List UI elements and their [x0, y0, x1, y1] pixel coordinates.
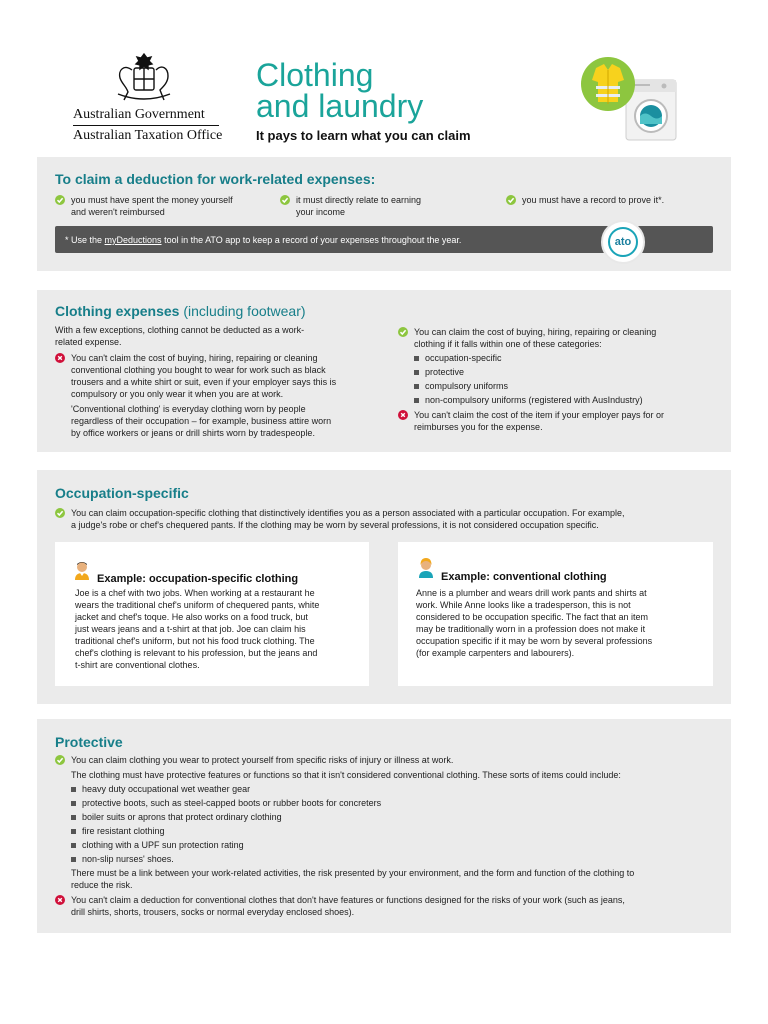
protective-item: non-slip nurses' shoes.	[82, 854, 174, 864]
protective-link-line-2: reduce the risk.	[71, 880, 133, 890]
protective-intro: The clothing must have protective features or functions so that it isn't considered conventional clothing. These sorts of items could include:	[71, 770, 621, 780]
bullet-square-icon	[414, 370, 419, 375]
bullet-square-icon	[414, 384, 419, 389]
cross-icon	[55, 353, 65, 363]
clothing-heading-main: Clothing expenses	[55, 303, 180, 319]
clothing-intro-line-1: With a few exceptions, clothing cannot be deducted as a work-	[55, 325, 305, 335]
protective-cant-line-2: drill shirts, shorts, trousers, socks or normal everyday enclosed shoes).	[71, 907, 355, 917]
requirement-3: you must have a record to prove it*.	[522, 195, 665, 205]
example-occupation-line: Joe is a chef with two jobs. When working at a restaurant he	[75, 588, 315, 598]
example-occupation-line: just wears jeans and a t-shirt at that job. Joe can claim his	[75, 624, 306, 634]
example-occupation-line: chef's clothing is relevant to his profession, but the jeans and	[75, 648, 318, 658]
example-conventional-line: considered to be occupation specific. The fact that an item	[416, 612, 648, 622]
example-occupation-title: Example: occupation-specific clothing	[97, 573, 299, 585]
cant-claim-line-4: compulsory or you only wear it when you are at work.	[71, 389, 284, 399]
protective-heading: Protective	[55, 734, 123, 750]
plumber-avatar-icon	[416, 558, 436, 578]
mydeductions-link[interactable]: myDeductions	[104, 235, 162, 245]
protective-panel	[37, 719, 731, 933]
bullet-square-icon	[71, 815, 76, 820]
cross-icon	[398, 410, 408, 420]
cant-claim-line-3: trousers and a white shirt or suit, even if your employer says this is	[71, 377, 337, 387]
clothing-heading-note: (including footwear)	[183, 303, 306, 319]
example-occupation-line: jacket and chef's toque. He also works on a food truck, but	[75, 612, 308, 622]
check-icon	[55, 755, 65, 765]
note-suffix: tool in the ATO app to keep a record of your expenses throughout the year.	[161, 235, 462, 245]
protective-item: boiler suits or aprons that protect ordinary clothing	[82, 812, 282, 822]
bullet-square-icon	[71, 801, 76, 806]
bullet-square-icon	[71, 787, 76, 792]
coat-of-arms-icon	[108, 48, 180, 104]
conventional-definition-line-3: by office workers or jeans or drill shirts worn by tradespeople.	[71, 428, 315, 438]
header-divider	[73, 125, 219, 126]
check-icon	[280, 195, 290, 205]
hi-vis-vest-washing-machine-icon	[578, 56, 680, 142]
can-claim-line-1: You can claim the cost of buying, hiring, repairing or cleaning	[414, 327, 657, 337]
check-icon	[506, 195, 516, 205]
protective-can-claim: You can claim clothing you wear to protect yourself from specific risks of injury or illness at work.	[71, 755, 454, 765]
can-claim-line-2: clothing if it falls within one of these categories:	[414, 339, 602, 349]
protective-item: fire resistant clothing	[82, 826, 165, 836]
chef-avatar-icon	[72, 560, 92, 580]
government-name: Australian Government	[73, 107, 205, 122]
ato-logo-text: ato	[608, 227, 638, 257]
example-card-occupation	[55, 542, 369, 686]
example-card-conventional	[398, 542, 713, 686]
agency-name: Australian Taxation Office	[73, 128, 223, 143]
requirement-1-line-1: you must have spent the money yourself	[71, 195, 233, 205]
cant-claim-line-2: conventional clothing you bought to wear for work such as black	[71, 365, 326, 375]
example-conventional-title: Example: conventional clothing	[441, 571, 607, 583]
requirement-1-line-2: and weren't reimbursed	[71, 207, 165, 217]
protective-item: clothing with a UPF sun protection rating	[82, 840, 244, 850]
requirement-2-line-2: your income	[296, 207, 346, 217]
ato-app-logo	[601, 220, 645, 264]
bullet-square-icon	[71, 857, 76, 862]
conventional-definition-line-1: 'Conventional clothing' is everyday clothing worn by people	[71, 404, 306, 414]
page-title	[256, 57, 424, 124]
example-conventional-line: work. While Anne looks like a tradesperson, this is not	[416, 600, 631, 610]
bullet-square-icon	[414, 398, 419, 403]
check-icon	[398, 327, 408, 337]
example-occupation-line: traditional chef's uniform, but not his food truck clothing. The	[75, 636, 315, 646]
title-line-2: and laundry	[256, 88, 424, 124]
clothing-expenses-panel	[37, 290, 731, 452]
bullet-square-icon	[71, 829, 76, 834]
protective-link-line-1: There must be a link between your work-related activities, the risk presented by your environment, and the form and function of the clothing to	[71, 868, 635, 878]
title-line-1: Clothing	[256, 57, 374, 93]
cant-claim-reimbursed-line-2: reimburses you for the expense.	[414, 422, 543, 432]
check-icon	[55, 195, 65, 205]
example-conventional-line: (for example carpenters and labourers).	[416, 648, 575, 658]
occupation-specific-panel	[37, 470, 731, 704]
conventional-definition-line-2: regardless of their occupation – for example, business attire worn	[71, 416, 332, 426]
note-prefix: * Use the	[65, 235, 105, 245]
protective-item: protective boots, such as steel-capped boots or rubber boots for concreters	[82, 798, 382, 808]
clothing-heading	[55, 303, 306, 319]
protective-cant-line-1: You can't claim a deduction for conventional clothes that don't have features or functions designed for the risks of your work (such as jeans,	[71, 895, 625, 905]
category-item: protective	[425, 367, 465, 377]
bullet-square-icon	[414, 356, 419, 361]
category-item: occupation-specific	[425, 353, 502, 363]
page-subtitle: It pays to learn what you can claim	[256, 128, 471, 143]
claim-requirements-panel	[37, 157, 731, 271]
protective-item: heavy duty occupational wet weather gear	[82, 784, 251, 794]
category-item: compulsory uniforms	[425, 381, 509, 391]
claim-heading: To claim a deduction for work-related expenses:	[55, 171, 376, 187]
cant-claim-line-1: You can't claim the cost of buying, hiring, repairing or cleaning	[71, 353, 318, 363]
cross-icon	[55, 895, 65, 905]
example-conventional-line: occupation specific if it may be worn by several professions	[416, 636, 653, 646]
occupation-text-line-2: a judge's robe or chef's chequered pants. If the clothing may be worn by several professions, it is not considered occupation specific.	[71, 520, 599, 530]
example-occupation-line: wears the traditional chef's uniform of chequered pants, white	[75, 600, 320, 610]
requirement-2-line-1: it must directly relate to earning	[296, 195, 422, 205]
example-occupation-line: t-shirt are conventional clothes.	[75, 660, 200, 670]
example-conventional-line: may be traditionally worn in a profession does not make it	[416, 624, 646, 634]
check-icon	[55, 508, 65, 518]
example-conventional-line: Anne is a plumber and wears drill work pants and shirts at	[416, 588, 647, 598]
cant-claim-reimbursed-line-1: You can't claim the cost of the item if your employer pays for or	[414, 410, 665, 420]
bullet-square-icon	[71, 843, 76, 848]
occupation-text-line-1: You can claim occupation-specific clothing that distinctively identifies you as a person associated with a particular occupation. For example,	[71, 508, 625, 518]
occupation-heading: Occupation-specific	[55, 485, 189, 501]
clothing-intro-line-2: related expense.	[55, 337, 122, 347]
category-item: non-compulsory uniforms (registered with AusIndustry)	[425, 395, 643, 405]
